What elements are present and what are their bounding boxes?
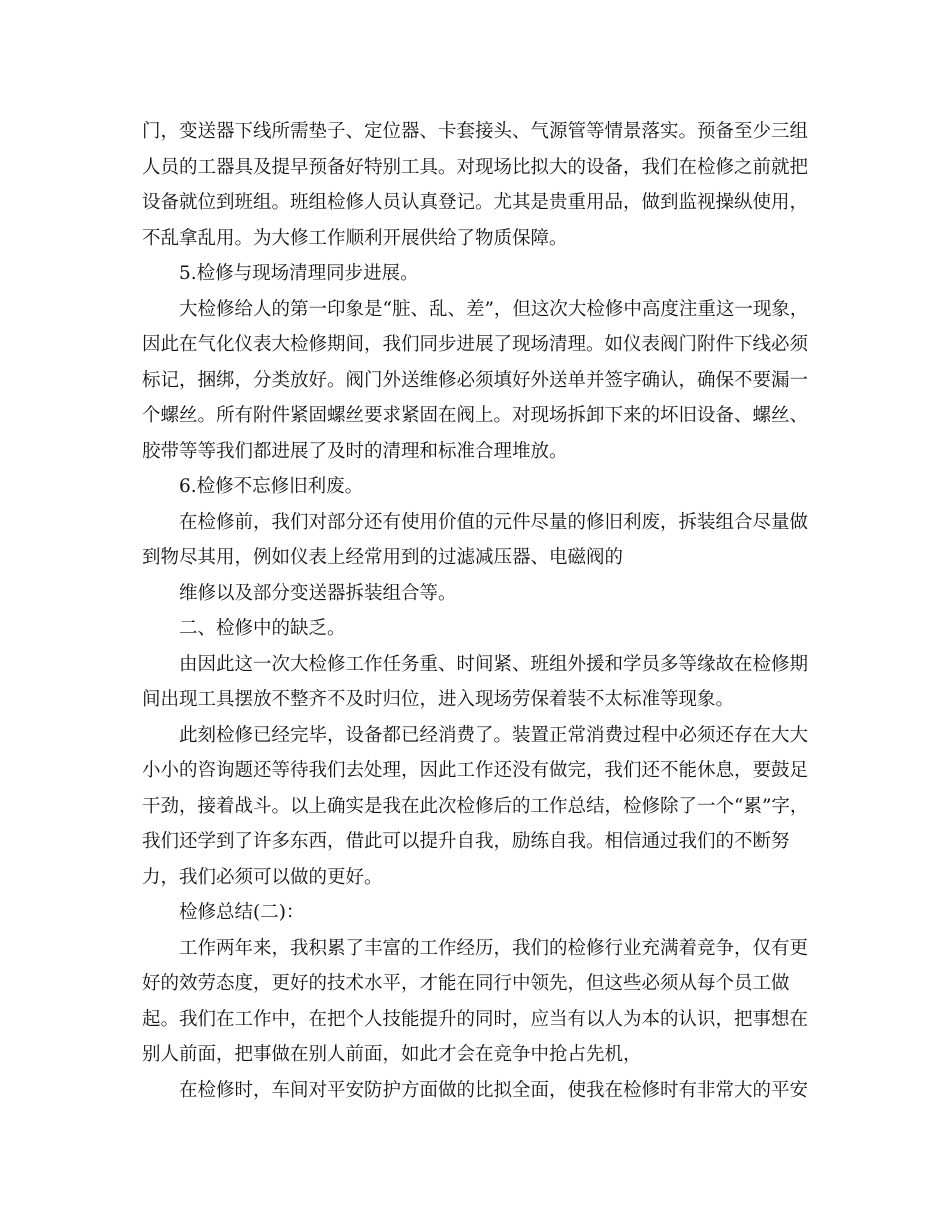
paragraph-conclusion: 此刻检修已经完毕，设备都已经消费了。装置正常消费过程中必须还存在大大小小的咨询题还等待我们去处理，因此工作还没有做完，我们还不能休息，要鼓足干劲，接着战斗。以上确实是我在此次检修后的工作总结，检修除了一个“累”字，我们还学到了许多东西，借此可以提升自我，励练自我。相信通过我们的不断努力，我们必须可以做的更好。 xyxy=(142,724,809,888)
paragraph-materials: 门，变送器下线所需垫子、定位器、卡套接头、气源管等情景落实。预备至少三组人员的工器具及提早预备好特别工具。对现场比拟大的设备，我们在检修之前就把设备就位到班组。班组检修人员认真登记。尤其是贵重用品，做到监视操纵使用，不乱拿乱用。为大修工作顺利开展供给了物质保障。 xyxy=(142,121,809,249)
section-heading-summary-two: 检修总结(二)： xyxy=(179,902,305,923)
paragraph-safety: 在检修时，车间对平安防护方面做的比拟全面，使我在检修时有非常大的平安 xyxy=(179,1079,809,1101)
section-heading-reuse: 6.检修不忘修旧利废。 xyxy=(179,476,364,497)
paragraph-reuse-continued: 维修以及部分变送器拆装组合等。 xyxy=(179,582,457,604)
section-heading-cleanup: 5.检修与现场清理同步进展。 xyxy=(179,263,419,284)
document-body xyxy=(142,114,817,1108)
paragraph-experience: 工作两年来，我积累了丰富的工作经历，我们的检修行业充满着竞争，仅有更好的效劳态度，更好的技术水平，才能在同行中领先，但这些必须从每个员工做起。我们在工作中，在把个人技能提升的同时，应当有以人为本的认识，把事想在别人前面，把事做在别人前面，如此才会在竞争中抢占先机， xyxy=(142,937,809,1065)
paragraph-shortcomings: 由因此这一次大检修工作任务重、时间紧、班组外援和学员多等缘故在检修期间出现工具摆放不整齐不及时归位，进入现场劳保着装不太标准等现象。 xyxy=(142,653,809,710)
paragraph-cleanup: 大检修给人的第一印象是“脏、乱、差”，但这次大检修中高度注重这一现象，因此在气化仪表大检修期间，我们同步进展了现场清理。如仪表阀门附件下线必须标记，捆绑，分类放好。阀门外送维修必须填好外送单并签字确认，确保不要漏一个螺丝。所有附件紧固螺丝要求紧固在阀上。对现场拆卸下来的坏旧设备、螺丝、胶带等等我们都进展了及时的清理和标准合理堆放。 xyxy=(142,298,809,462)
section-heading-shortcomings: 二、检修中的缺乏。 xyxy=(179,618,346,639)
paragraph-reuse: 在检修前，我们对部分还有使用价值的元件尽量的修旧利废，拆装组合尽量做到物尽其用，例如仪表上经常用到的过滤减压器、电磁阀的 xyxy=(142,511,809,568)
